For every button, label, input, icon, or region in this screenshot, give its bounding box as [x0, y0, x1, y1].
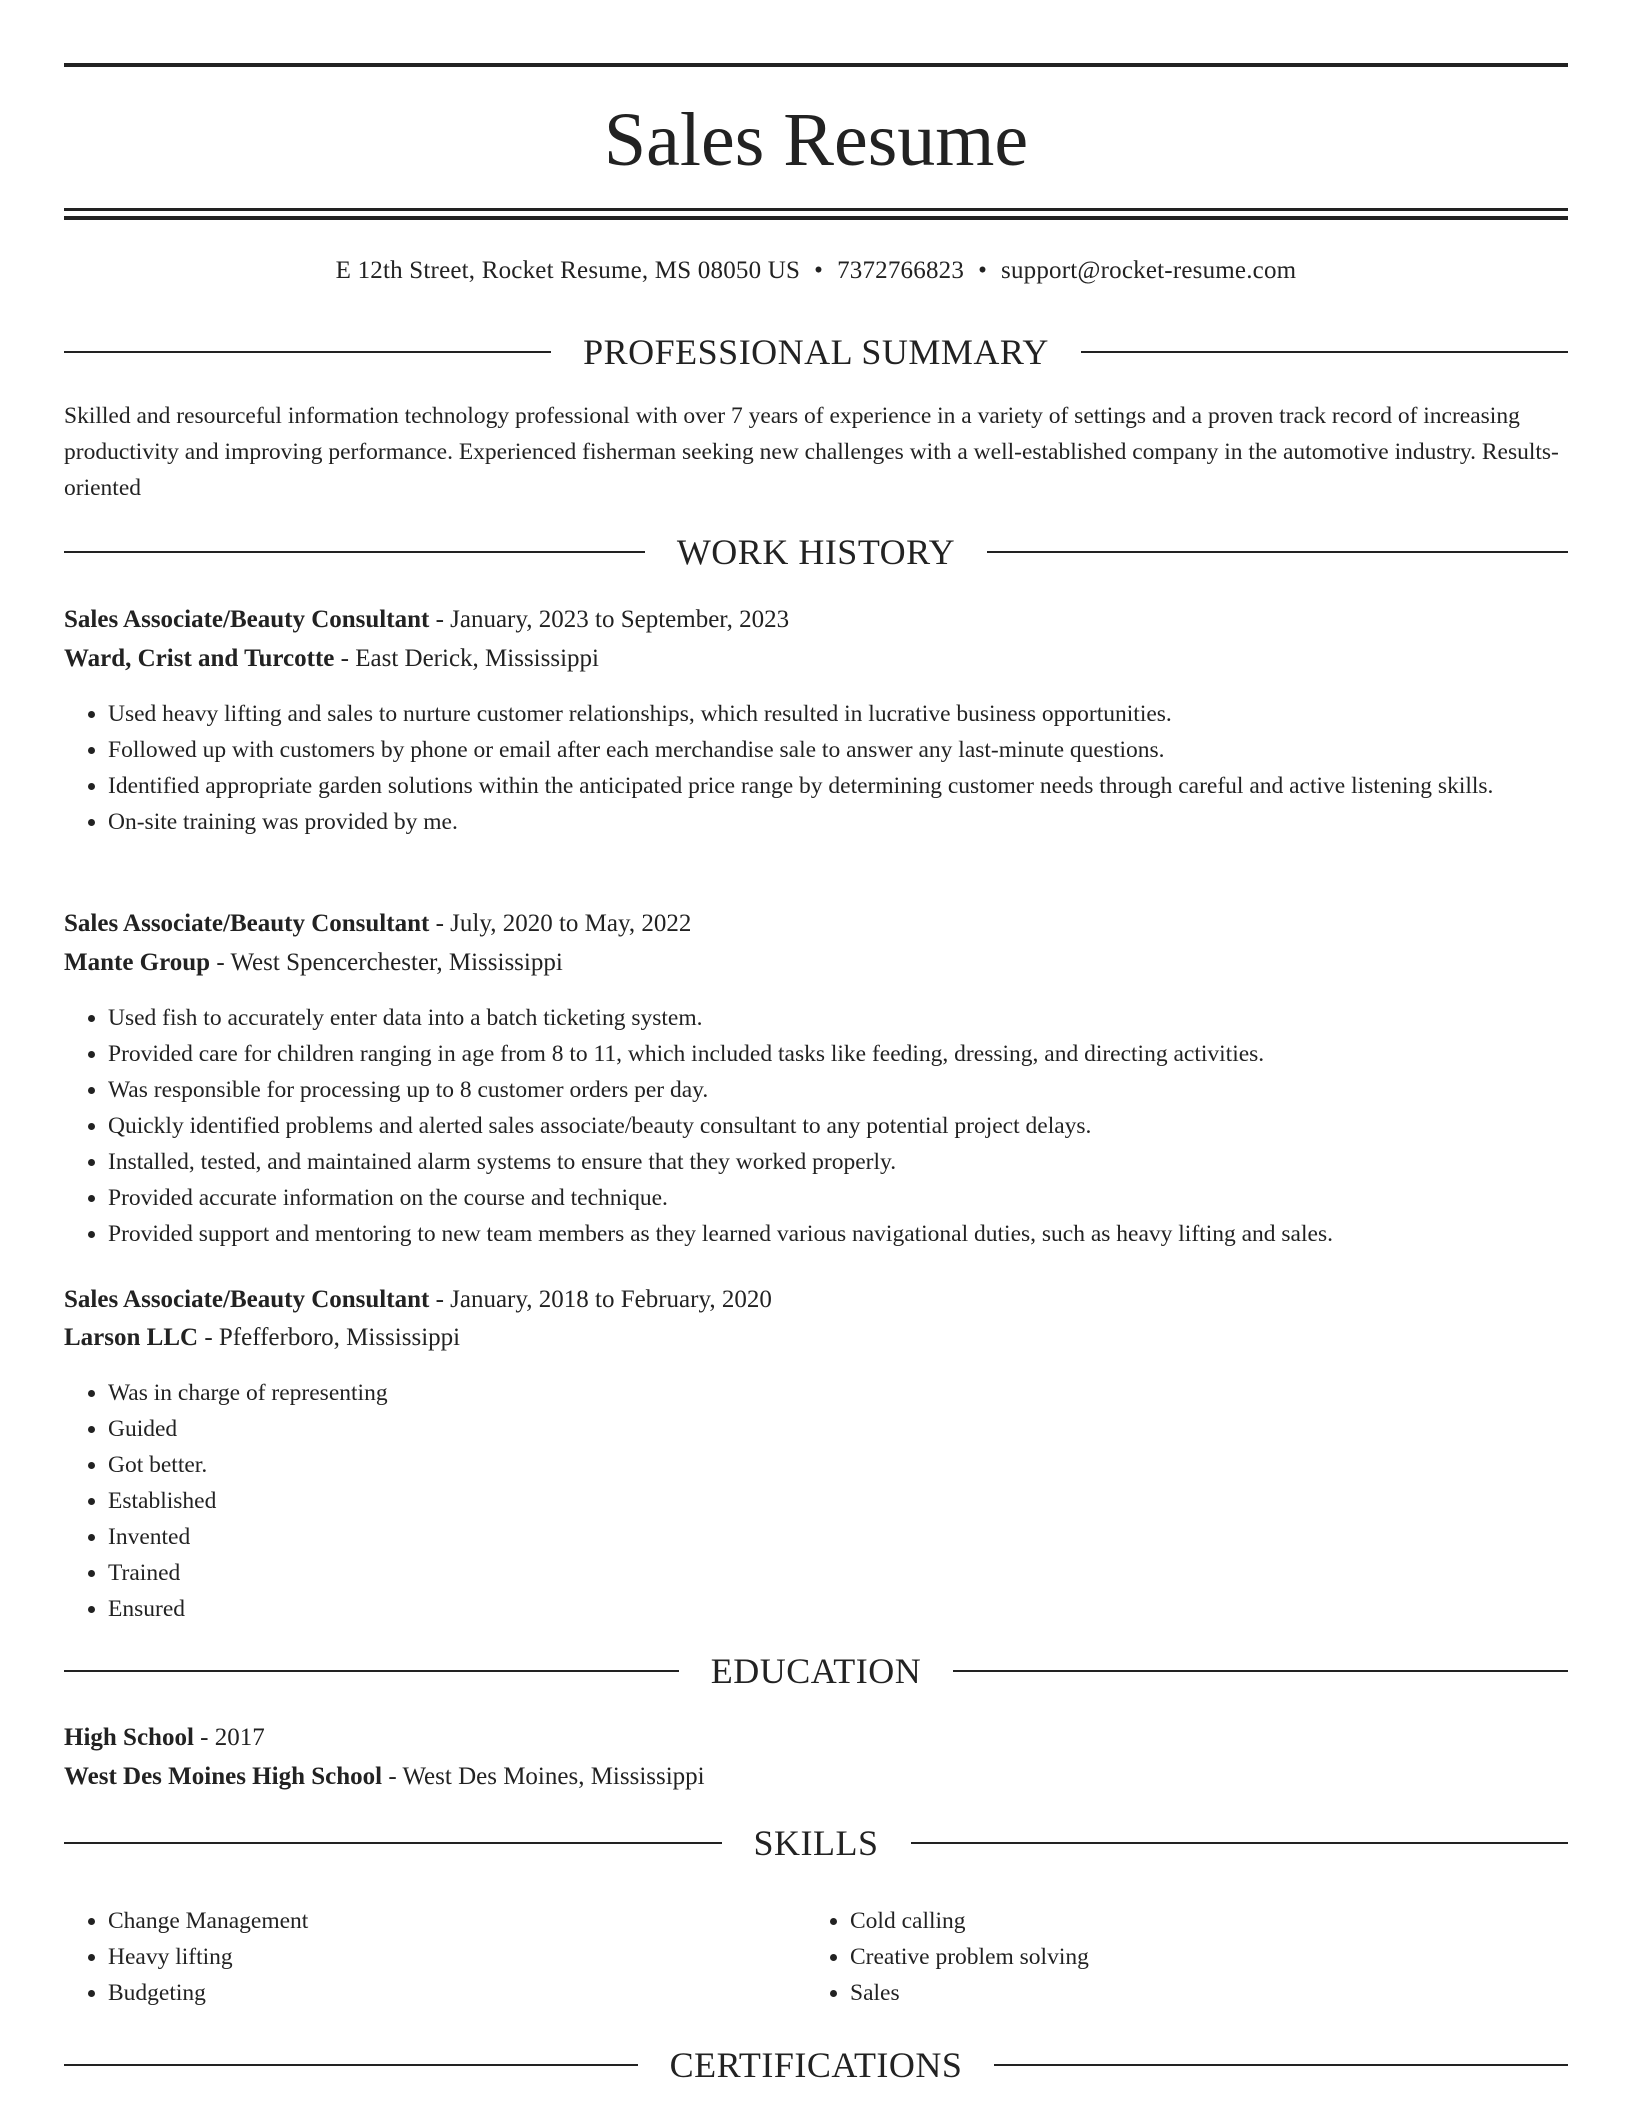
job-company: Larson LLC: [64, 1324, 199, 1351]
heading-rule: [64, 551, 645, 553]
job-company-line: [64, 945, 1568, 981]
contact-separator: •: [978, 257, 988, 284]
job-company-line: [64, 641, 1568, 677]
section-heading-label: CERTIFICATIONS: [669, 2045, 963, 2085]
skill-item: • Heavy lifting: [108, 1939, 788, 1975]
job-bullets: [64, 696, 1568, 840]
heading-rule: [911, 1842, 1569, 1844]
contact-phone: 7372766823: [837, 257, 965, 284]
job-dates: - January, 2018 to February, 2020: [429, 1286, 772, 1313]
list-item: • Guided: [108, 1411, 1568, 1447]
job-title-line: [64, 602, 1568, 638]
heading-rule: [987, 551, 1568, 553]
heading-rule: [953, 1670, 1568, 1672]
skill-item: • Cold calling: [850, 1903, 1550, 1939]
section-heading-education: [64, 1649, 1568, 1693]
skill-item: • Sales: [850, 1975, 1550, 2011]
skill-item: • Creative problem solving: [850, 1939, 1550, 1975]
skills-list-right: [806, 1903, 1550, 2011]
job-company-line: [64, 1320, 1568, 1356]
summary-text: Skilled and resourceful information technology professional with over 7 years of experience in a variety of settings and a proven track record of increasing productivity and improving performance. Experienced fisherman seeking new challenges with a well-established company in the automotive industry. Results-oriented: [64, 403, 1559, 501]
job-company: Mante Group: [64, 949, 211, 976]
list-item: • Established: [108, 1483, 1568, 1519]
section-heading-label: EDUCATION: [710, 1651, 922, 1691]
job-company: Ward, Crist and Turcotte: [64, 645, 335, 672]
education-school-line: [64, 1759, 1568, 1795]
resume-title: Sales Resume: [603, 98, 1029, 182]
list-item: • Provided accurate information on the course and technique.: [108, 1180, 1568, 1216]
section-heading-label: SKILLS: [753, 1823, 879, 1863]
heading-rule: [64, 1842, 722, 1844]
education-year: - 2017: [193, 1724, 265, 1751]
list-item: • Quickly identified problems and alerted sales associate/beauty consultant to any potential project delays.: [108, 1108, 1568, 1144]
job-title: Sales Associate/Beauty Consultant: [64, 1286, 430, 1313]
section-heading-certifications: [64, 2043, 1568, 2087]
skill-item: • Change Management: [108, 1903, 788, 1939]
job-title-line: [64, 1282, 1568, 1318]
list-item: • Used heavy lifting and sales to nurture customer relationships, which resulted in lucrative business opportunities.: [108, 696, 1568, 732]
education-location: - West Des Moines, Mississippi: [382, 1763, 705, 1790]
heading-rule: [64, 2064, 638, 2066]
list-item: • Used fish to accurately enter data into a batch ticketing system.: [108, 1000, 1568, 1036]
contact-separator: •: [814, 257, 824, 284]
title-double-rule: [64, 208, 1568, 220]
job-location: - West Spencerchester, Mississippi: [210, 949, 563, 976]
job-title-line: [64, 906, 1568, 942]
job-bullets: [64, 1000, 1568, 1252]
education-school: West Des Moines High School: [64, 1763, 383, 1790]
list-item: • Trained: [108, 1555, 1568, 1591]
education-degree-line: [64, 1720, 1568, 1756]
skills-list-left: [64, 1903, 788, 2011]
heading-rule: [994, 2064, 1568, 2066]
heading-rule: [1081, 351, 1568, 353]
contact-email[interactable]: support@rocket-resume.com: [1001, 257, 1297, 284]
job-location: - Pfefferboro, Mississippi: [198, 1324, 461, 1351]
education-degree: High School: [64, 1724, 194, 1751]
list-item: • Installed, tested, and maintained alarm systems to ensure that they worked properly.: [108, 1144, 1568, 1180]
skill-item: • Budgeting: [108, 1975, 788, 2011]
section-heading-label: WORK HISTORY: [676, 532, 956, 572]
job-title: Sales Associate/Beauty Consultant: [64, 910, 430, 937]
list-item: • On-site training was provided by me.: [108, 804, 1568, 840]
heading-rule: [64, 351, 551, 353]
top-rule: [64, 63, 1568, 67]
list-item: • Identified appropriate garden solutions within the anticipated price range by determining customer needs through careful and active listening skills.: [108, 768, 1568, 804]
job-location: - East Derick, Mississippi: [334, 645, 599, 672]
list-item: • Invented: [108, 1519, 1568, 1555]
section-heading-summary: [64, 330, 1568, 374]
list-item: • Provided support and mentoring to new team members as they learned various navigational duties, such as heavy lifting and sales.: [108, 1216, 1568, 1252]
job-dates: - January, 2023 to September, 2023: [429, 606, 790, 633]
heading-rule: [64, 1670, 679, 1672]
job-title: Sales Associate/Beauty Consultant: [64, 606, 430, 633]
job-bullets: [64, 1375, 1568, 1627]
contact-address: E 12th Street, Rocket Resume, MS 08050 US: [335, 257, 801, 284]
list-item: • Followed up with customers by phone or email after each merchandise sale to answer any last-minute questions.: [108, 732, 1568, 768]
list-item: • Ensured: [108, 1591, 1568, 1627]
list-item: • Got better.: [108, 1447, 1568, 1483]
section-heading-label: PROFESSIONAL SUMMARY: [583, 332, 1049, 372]
section-heading-work-history: [64, 530, 1568, 574]
section-heading-skills: [64, 1821, 1568, 1865]
contact-line: [64, 254, 1568, 288]
list-item: • Was responsible for processing up to 8 customer orders per day.: [108, 1072, 1568, 1108]
list-item: • Provided care for children ranging in age from 8 to 11, which included tasks like feeding, dressing, and directing activities.: [108, 1036, 1568, 1072]
job-dates: - July, 2020 to May, 2022: [429, 910, 692, 937]
list-item: • Was in charge of representing: [108, 1375, 1568, 1411]
